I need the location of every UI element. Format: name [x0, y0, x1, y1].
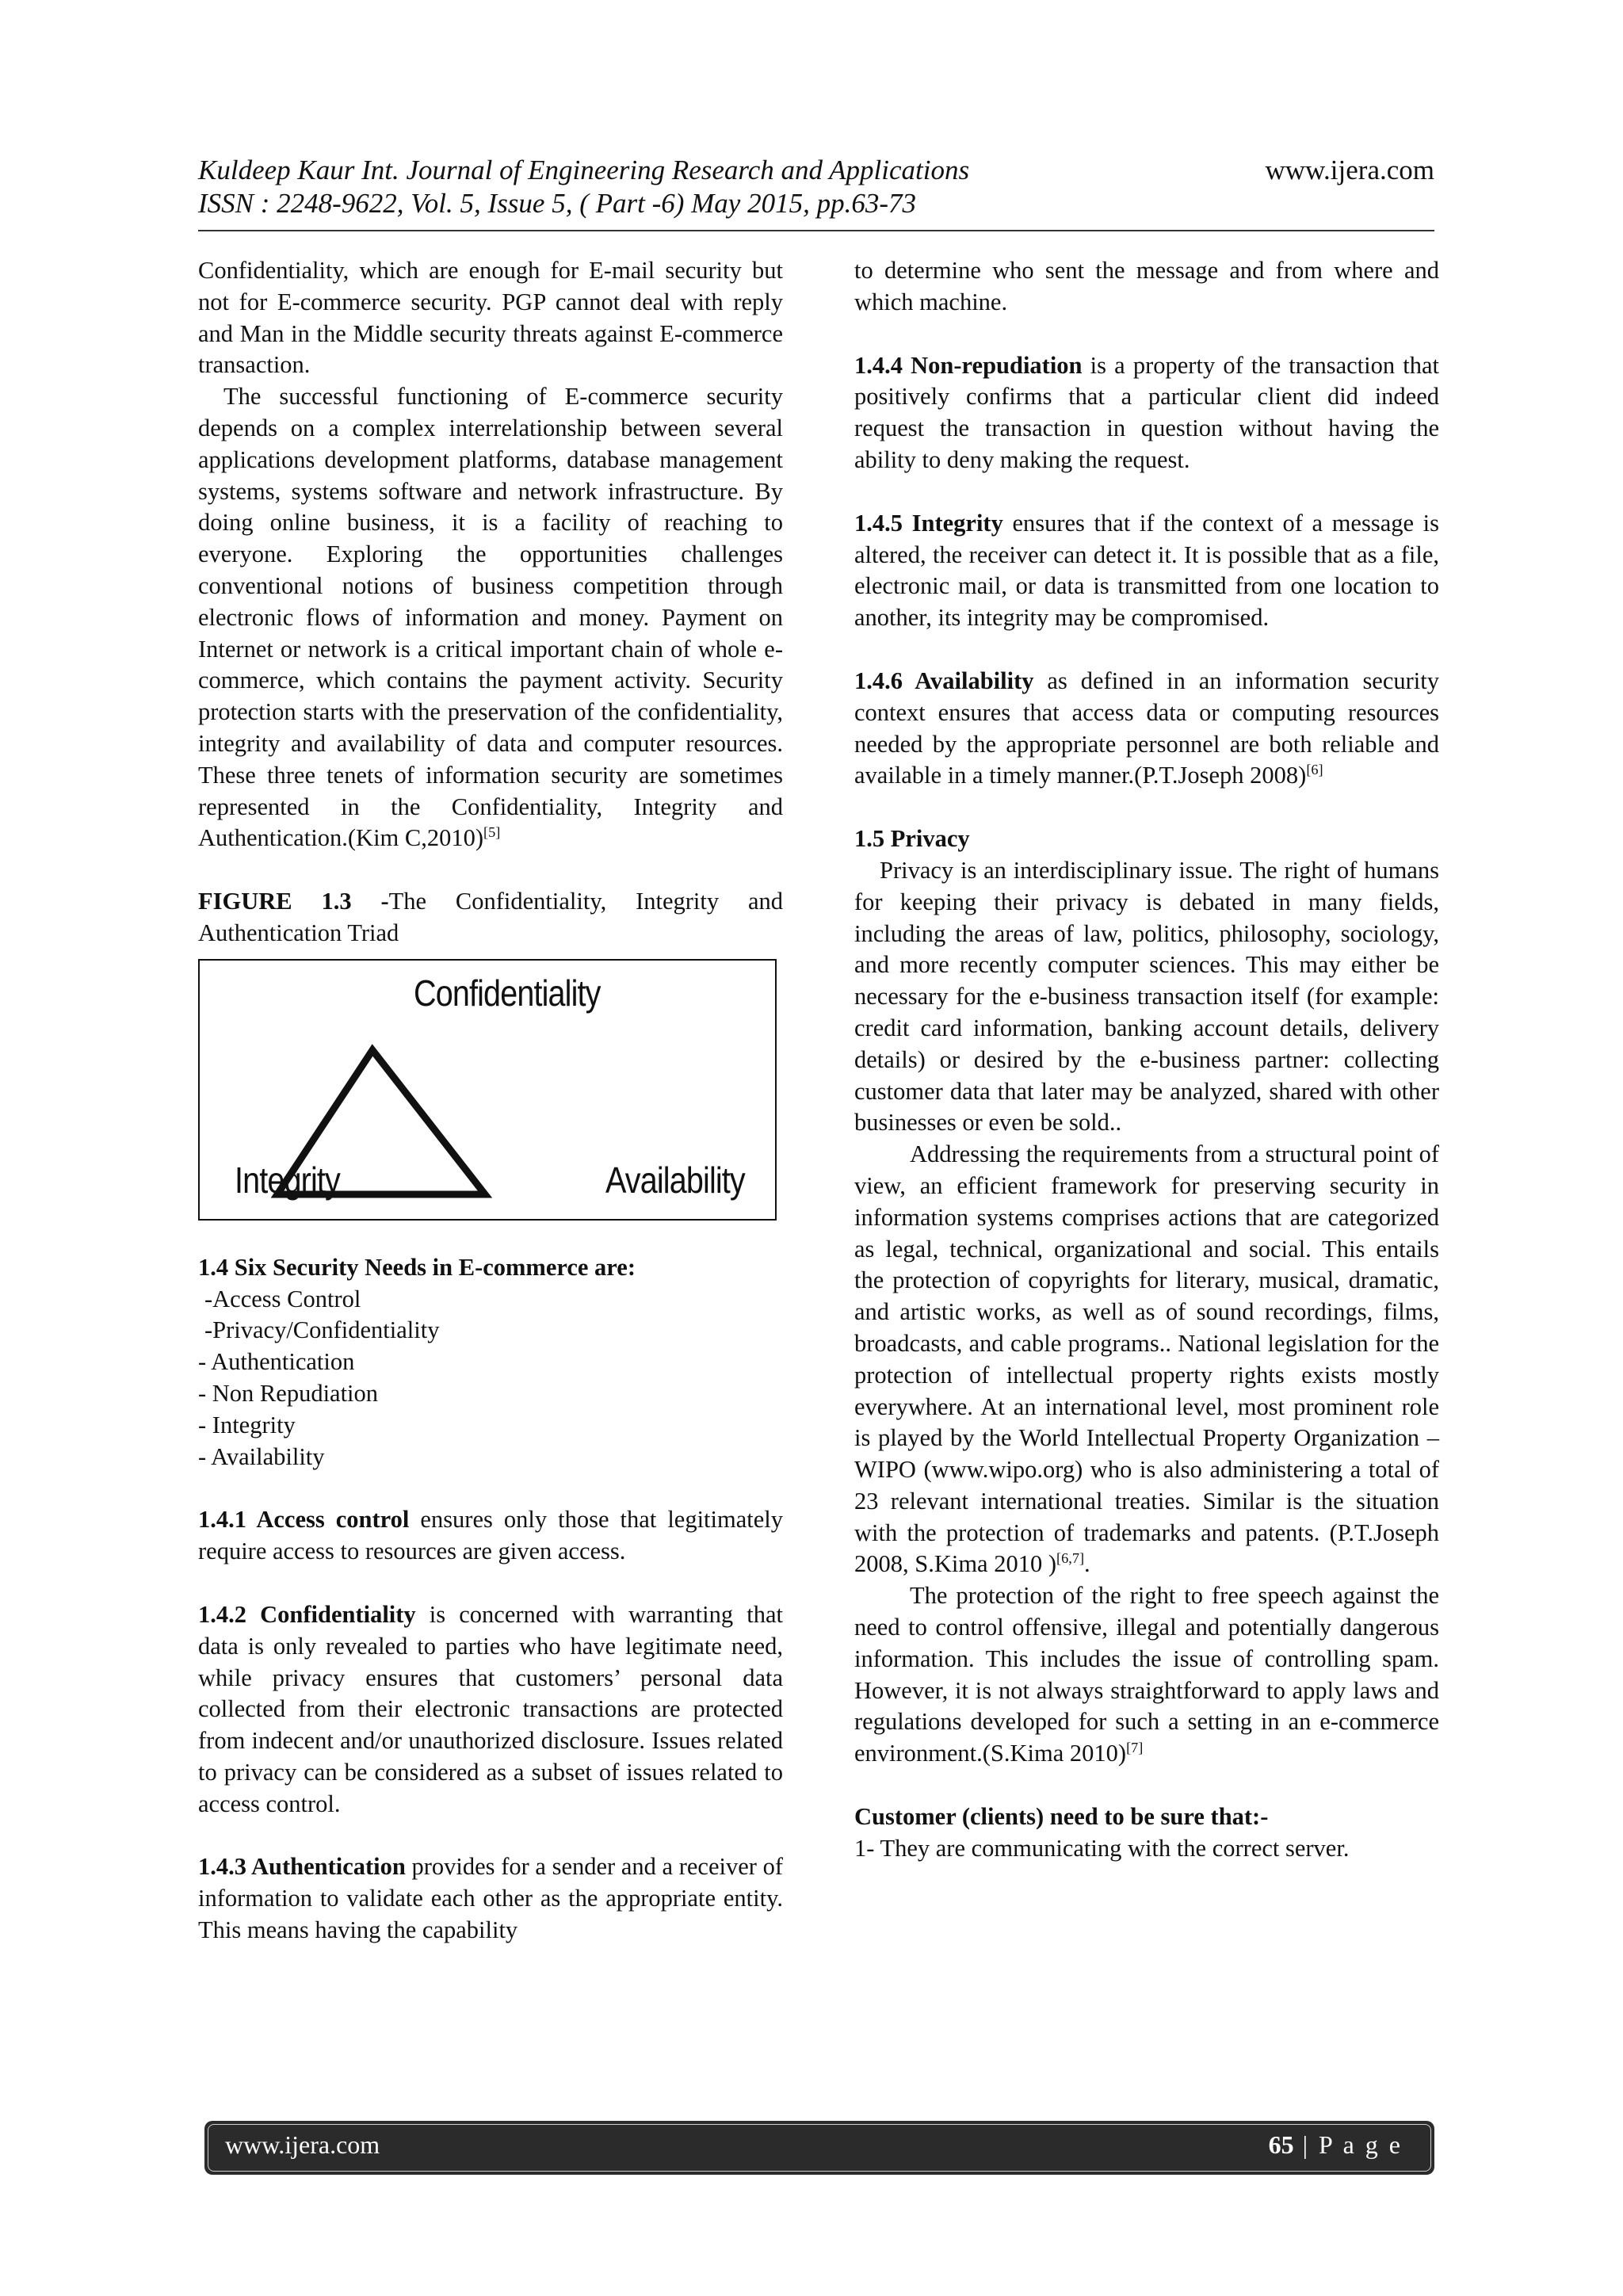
spacer — [198, 1568, 783, 1599]
spacer — [854, 319, 1439, 350]
figure-label: FIGURE 1.3 - — [198, 888, 389, 915]
paragraph-end: . — [1084, 1550, 1090, 1578]
issn-line: ISSN : 2248-9622, Vol. 5, Issue 5, ( Part -6) May 2015, pp.63-73 — [198, 188, 917, 219]
paragraph-text: The successful functioning of E-commerce security depends on a complex interrelationship between several applications development platforms, database management systems, systems software and network infrastructure. By doing online business, it is a facility of reaching to everyone. Exploring the opportunities challenges conventional notions of business competition through electronic flows of information and money. Payment on Internet or network is a critical important chain of whole e-commerce, which contains the payment activity. Security protection starts with the preservation of the confidentiality, integrity and availability of data and computer resources. These three tenets of information security are sometimes represented in the Confidentiality, Integrity and Authentication.(Kim C,2010) — [198, 383, 783, 852]
spacer — [854, 792, 1439, 823]
list-item: - Authentication — [198, 1348, 355, 1376]
triad-label-availability: Availability — [605, 1159, 745, 1201]
paragraph-text: The protection of the right to free speech against the need to control offensive, illegal and potentially dangerous information. This includes the issue of controlling spam. However, it is not always straightforward to apply laws and regulations developed for such a setting in an e-commerce environment.(S.Kima 2010) — [854, 1582, 1439, 1767]
section-1-4-3 — [198, 1851, 783, 1946]
section-1-4-1 — [198, 1504, 783, 1568]
page-word: | P a g e — [1293, 2130, 1403, 2159]
section-title: 1.4.2 Confidentiality — [198, 1600, 416, 1628]
list-item: - Non Repudiation — [198, 1379, 379, 1407]
customer-heading: Customer (clients) need to be sure that:- — [854, 1803, 1269, 1831]
spacer — [198, 1820, 783, 1851]
security-needs-list — [198, 1284, 783, 1473]
paragraph-free-speech — [854, 1580, 1439, 1770]
citation-ref: [7] — [1126, 1740, 1144, 1756]
figure-caption-text: The Confidentiality, Integrity and Authentication Triad — [198, 888, 783, 946]
section-text: as defined in an information security context ensures that access data or computing resources needed by the appropriate personnel are both reliable and available in a timely manner.(P.T.Joseph 2008) — [854, 667, 1439, 789]
section-text: ensures only those that legitimately require access to resources are given access. — [198, 1506, 783, 1565]
section-1-4-4 — [854, 350, 1439, 476]
citation-ref: [6,7] — [1056, 1550, 1085, 1567]
left-column — [198, 255, 783, 1946]
paragraph-continuation: to determine who sent the message and from where and which machine. — [854, 257, 1439, 315]
section-title: 1.4.4 Non-repudiation — [854, 351, 1083, 379]
spacer — [198, 854, 783, 886]
list-item: - Integrity — [198, 1411, 296, 1438]
spacer — [854, 476, 1439, 508]
section-heading-1-4: 1.4 Six Security Needs in E-commerce are: — [198, 1253, 636, 1281]
section-text: is a property of the transaction that positively confirms that a particular client did indeed request the transaction in question without having the ability to deny making the request. — [854, 351, 1440, 473]
section-title: 1.4.5 Integrity — [854, 509, 1003, 537]
triad-figure — [198, 959, 777, 1221]
section-text: ensures that if the context of a message is altered, the receiver can detect it. It is possible that as a file, electronic mail, or data is transmitted from one location to another, its integrity may be compromised. — [854, 509, 1439, 632]
citation-ref: [6] — [1306, 762, 1323, 778]
figure-caption — [198, 886, 783, 949]
triad-label-confidentiality: Confidentiality — [414, 972, 601, 1014]
right-column — [854, 255, 1439, 1865]
section-heading-1-5: 1.5 Privacy — [854, 825, 970, 853]
paragraph-ecommerce-security — [198, 381, 783, 854]
running-header — [198, 154, 1434, 220]
section-title: 1.4.1 Access control — [198, 1506, 410, 1534]
page-number-value: 65 — [1268, 2130, 1294, 2159]
section-text: provides for a sender and a receiver of information to validate each other as the appropriate entity. This means having the capability — [198, 1853, 783, 1944]
list-item: - Availability — [198, 1442, 325, 1470]
header-line-1 — [198, 154, 1434, 187]
spacer — [198, 1221, 783, 1252]
list-item: -Privacy/Confidentiality — [204, 1316, 440, 1344]
paragraph-pgp: Confidentiality, which are enough for E-mail security but not for E-commerce security. PGP cannot deal with reply and Man in the Middle security threats against E-commerce transaction. — [198, 257, 783, 379]
section-text: is concerned with warranting that data is only revealed to parties who have legitimate need, while privacy ensures that customers’ personal data collected from their electronic transactions are protected from indecent and/or unauthorized disclosure. Issues related to privacy can be considered as a subset of issues related to access control. — [198, 1600, 783, 1817]
customer-item-1: 1- They are communicating with the correct server. — [854, 1834, 1350, 1862]
section-1-4-6 — [854, 666, 1439, 792]
section-1-4-5 — [854, 508, 1439, 634]
spacer — [854, 1770, 1439, 1801]
paragraph-text: Addressing the requirements from a structural point of view, an efficient framework for preserving security in information systems comprises actions that are categorized as legal, technical, organizational and social. This entails the protection of copyrights for literary, musical, dramatic, and artistic works, as well as of sound recordings, films, broadcasts, and cable programs.. National legislation for the protection of intellectual property rights exists mostly everywhere. At an international level, most prominent role is played by the World Intellectual Property Organization – WIPO (www.wipo.org) who is also administering a total of 23 relevant international treaties. Similar is the situation with the protection of trademarks and patents. (P.T.Joseph 2008, S.Kima 2010 ) — [854, 1140, 1439, 1578]
spacer — [854, 634, 1439, 666]
header-website: www.ijera.com — [1265, 155, 1434, 185]
header-divider — [198, 230, 1434, 231]
page-number — [1269, 2130, 1403, 2160]
list-item: -Access Control — [204, 1285, 361, 1312]
footer-website: www.ijera.com — [225, 2130, 380, 2159]
section-title: 1.4.6 Availability — [854, 667, 1034, 694]
page-footer — [204, 2121, 1434, 2175]
section-1-4-2 — [198, 1599, 783, 1820]
section-title: 1.4.3 Authentication — [198, 1853, 406, 1881]
paragraph-privacy: Privacy is an interdisciplinary issue. The right of humans for keeping their privacy is debated in many fields, including the areas of law, politics, philosophy, sociology, and more recently computer sciences. This may either be necessary for the e-business transaction itself (for example: credit card information, banking account details, delivery details) or desired by the e-business partner: collecting customer data that later may be analyzed, shared with other businesses or even be sold.. — [854, 856, 1439, 1137]
journal-title: Kuldeep Kaur Int. Journal of Engineering Research and Applications — [198, 155, 970, 185]
footer-border — [208, 2124, 1431, 2172]
spacer — [198, 1473, 783, 1504]
citation-ref: [5] — [483, 824, 501, 841]
triad-label-integrity: Integrity — [235, 1159, 340, 1201]
paragraph-framework — [854, 1139, 1439, 1580]
